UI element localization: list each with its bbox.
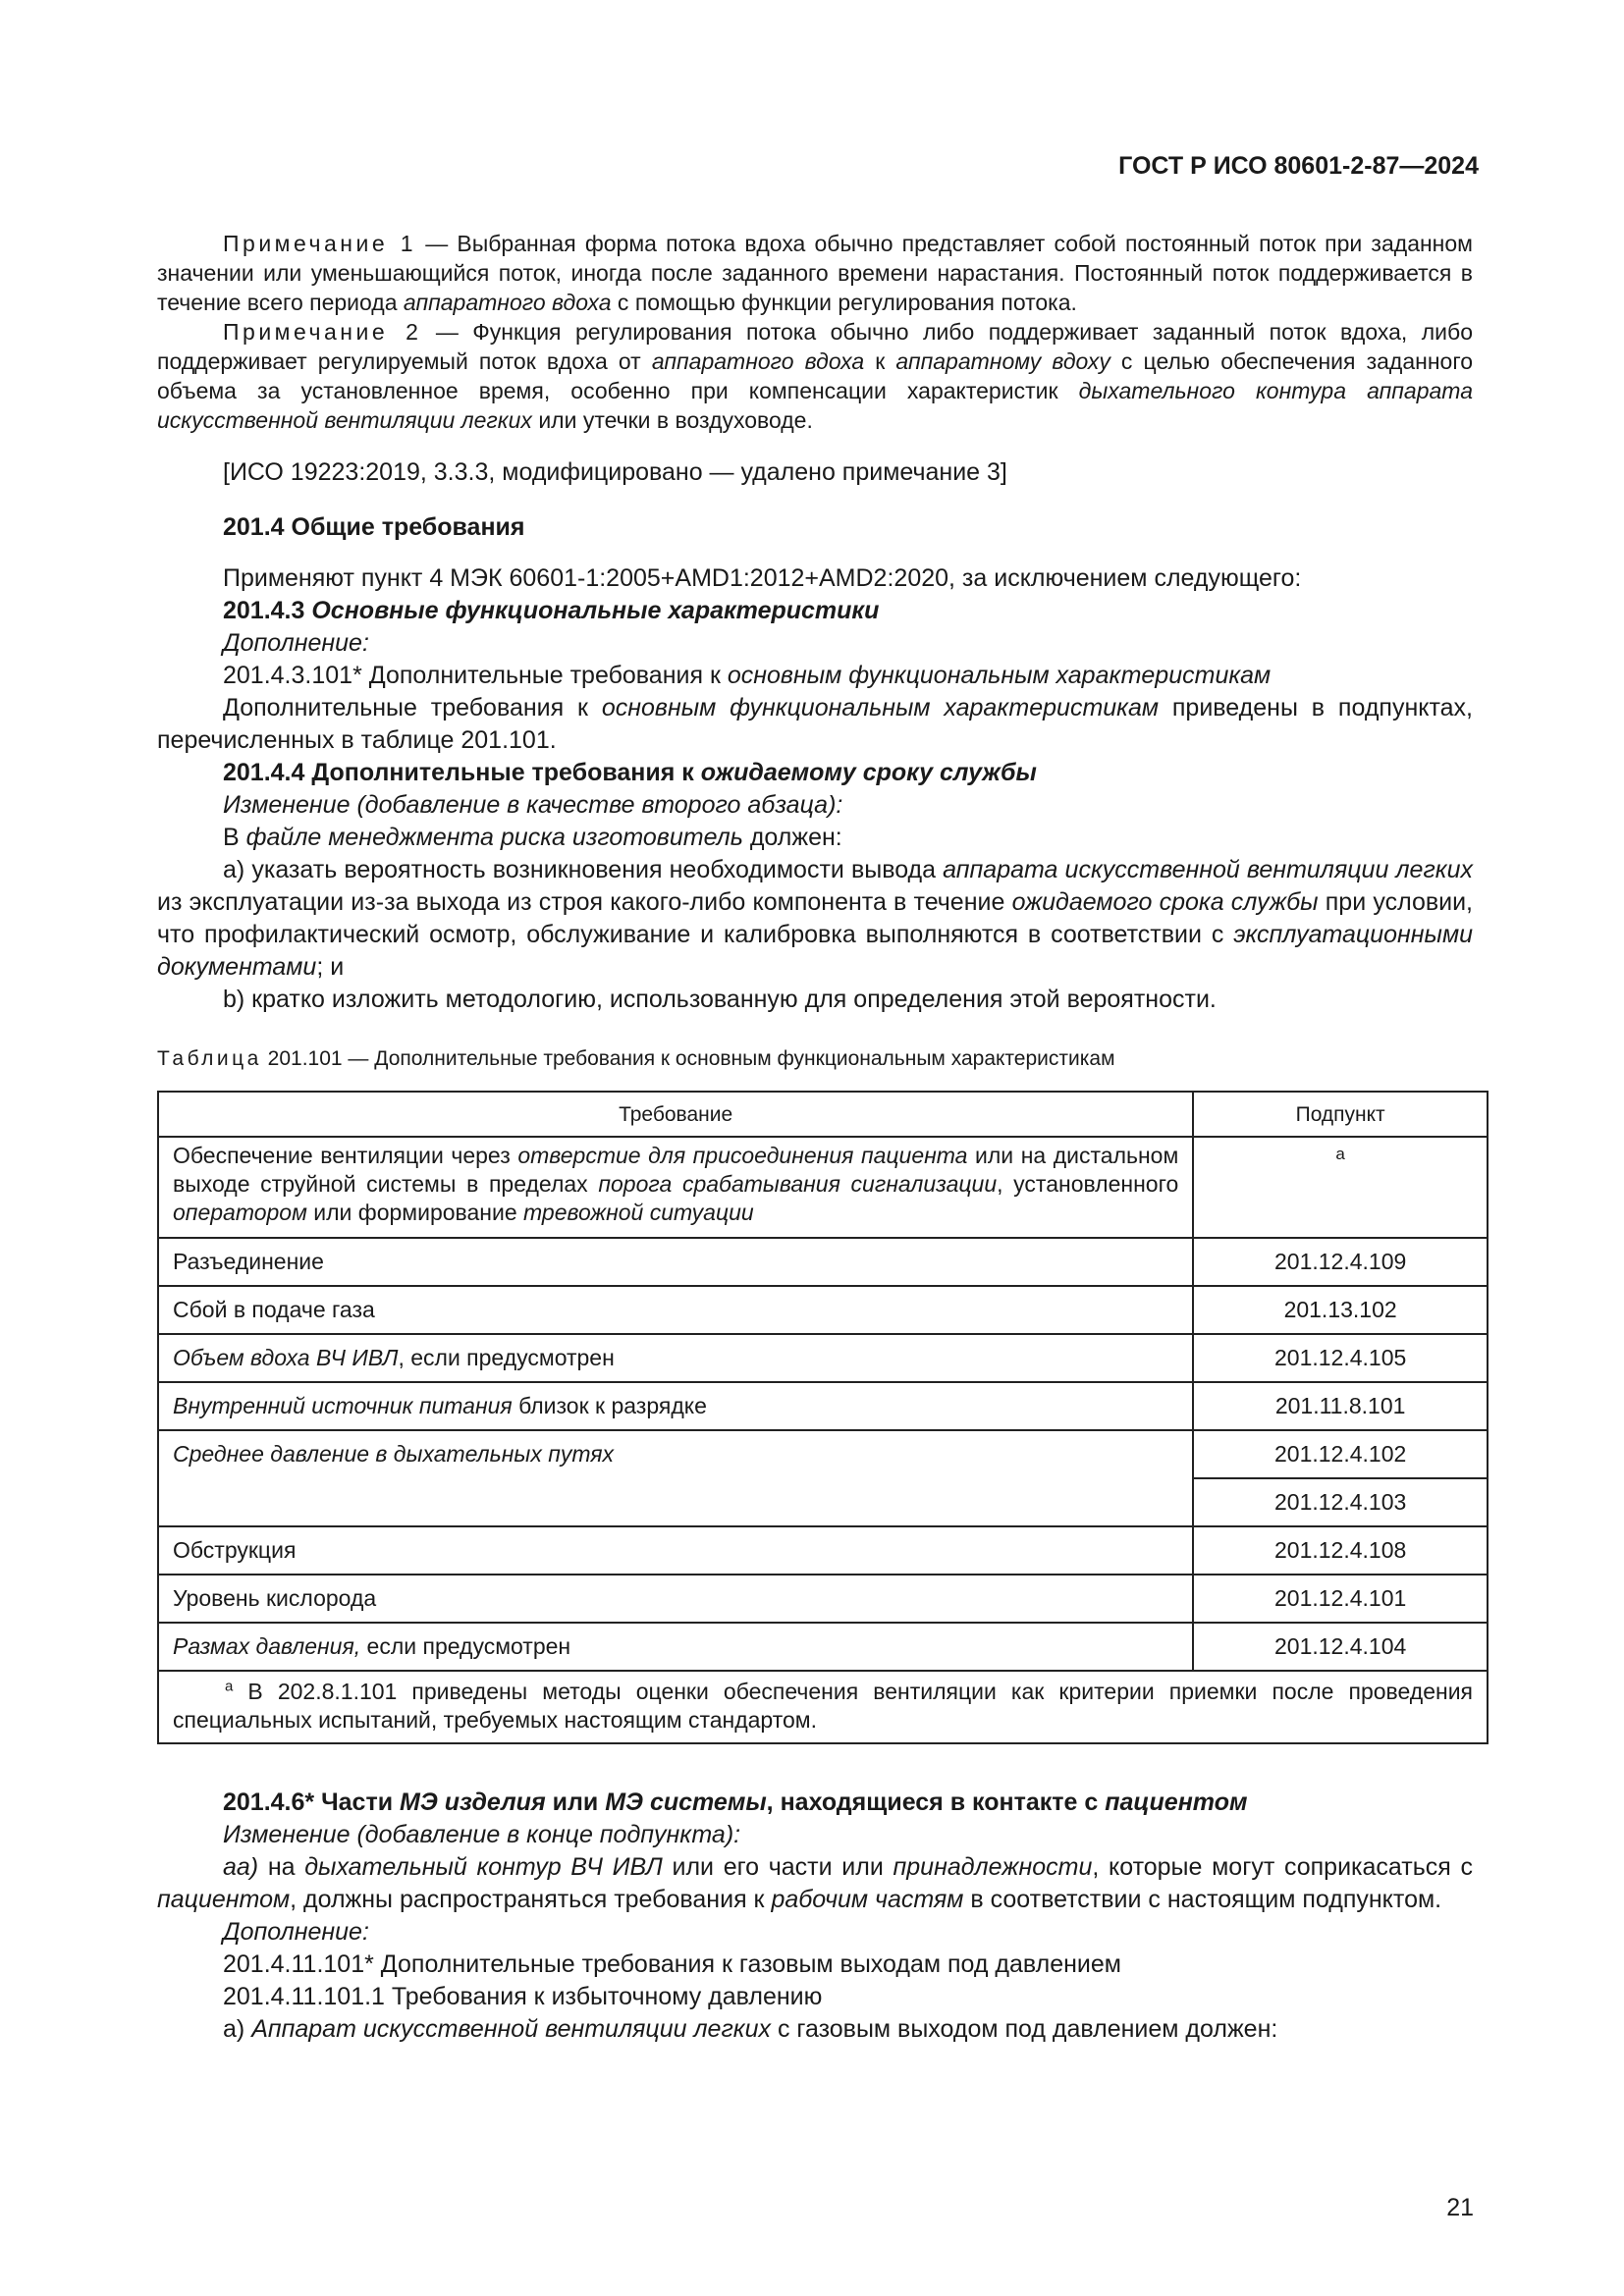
subclause-cell: 201.12.4.103 <box>1193 1478 1488 1526</box>
addition-label: Дополнение: <box>223 1918 369 1946</box>
subsection-heading-201-4-4: 201.4.4 Дополнительные требования к ожидаемому сроку службы <box>223 759 1037 786</box>
change-label: Изменение (добавление в конце подпункта): <box>223 1821 741 1848</box>
section-201-4-6 <box>157 1787 1473 2046</box>
subclause-cell: a <box>1193 1137 1488 1238</box>
notes-block <box>157 229 1473 435</box>
subclause-cell: 201.12.4.105 <box>1193 1334 1488 1382</box>
list-item-a-pressure: a) Аппарат искусственной вентиляции легких с газовым выходом под давлением должен: <box>223 2015 1278 2043</box>
table-row: Сбой в подаче газа <box>158 1286 1193 1334</box>
page-number: 21 <box>1446 2194 1474 2221</box>
note-1: Примечание 1 — Выбранная форма потока вдоха обычно представляет собой постоянный поток при заданном значении или уменьшающийся поток, иногда после заданного времени нарастания. Постоянный поток поддерживается в течение всего периода аппаратного вдоха с помощью функции регулирования потока. <box>157 231 1473 315</box>
subclause-cell: 201.12.4.108 <box>1193 1526 1488 1575</box>
subclause-cell: 201.11.8.101 <box>1193 1382 1488 1430</box>
subclause-cell: 201.12.4.102 <box>1193 1430 1488 1478</box>
column-header-subclause: Подпункт <box>1193 1092 1488 1137</box>
table-row: Обеспечение вентиляции через отверстие для присоединения пациента или на дистальном выходе струйной системы в пределах порога срабатывания сигнализации, установленного оператором или формирование тревожной ситуации <box>158 1137 1193 1238</box>
list-item-b: b) кратко изложить методологию, использованную для определения этой вероятности. <box>223 986 1217 1013</box>
source-reference: [ИСО 19223:2019, 3.3.3, модифицировано — удалено примечание 3] <box>223 458 1007 486</box>
table-footnote: $^a$ В 202.8.1.101 приведены методы оценки обеспечения вентиляции как критерии приемки после проведения специальных испытаний, требуемых настоящим стандартом. <box>158 1671 1488 1743</box>
table-caption: Таблица 201.101 — Дополнительные требования к основным функциональным характеристикам <box>157 1047 1115 1070</box>
note-2: Примечание 2 — Функция регулирования потока обычно либо поддерживает заданный поток вдоха, либо поддерживает регулируемый поток вдоха от аппаратного вдоха к аппаратному вдоху с целью обеспечения заданного объема за установленное время, особенно при компенсации характеристик дыхательного контура аппарата искусственной вентиляции легких или утечки в воздуховоде. <box>157 319 1473 433</box>
table-row: Уровень кислорода <box>158 1575 1193 1623</box>
document-header: ГОСТ Р ИСО 80601-2-87—2024 <box>1118 152 1479 180</box>
paragraph-extra-requirements: Дополнительные требования к основным функциональным характеристикам приведены в подпунктах, перечисленных в таблице 201.101. <box>157 694 1473 754</box>
intro-paragraph: Применяют пункт 4 МЭК 60601-1:2005+AMD1:2012+AMD2:2020, за исключением следующего: <box>223 564 1302 592</box>
table-row: Разъединение <box>158 1238 1193 1286</box>
list-item-a: a) указать вероятность возникновения необходимости вывода аппарата искусственной вентиляции легких из эксплуатации из-за выхода из строя какого-либо компонента в течение ожидаемого срока службы при условии, что профилактический осмотр, обслуживание и калибровка выполняются в соответствии с эксплуатационными документами; и <box>157 856 1474 981</box>
section-heading: 201.4 Общие требования <box>223 513 525 541</box>
change-label: Изменение (добавление в качестве второго абзаца): <box>223 791 843 819</box>
subclause-cell: 201.12.4.101 <box>1193 1575 1488 1623</box>
list-item-aa: aa) на дыхательный контур ВЧ ИВЛ или его части или принадлежности, которые могут соприкасаться с пациентом, должны распространяться требования к рабочим частям в соответствии с настоящим подпунктом. <box>157 1853 1473 1913</box>
table-row: Среднее давление в дыхательных путях <box>158 1430 1193 1526</box>
requirements-table <box>157 1091 1489 1744</box>
paragraph-risk-file: В файле менеджмента риска изготовитель должен: <box>223 824 842 851</box>
table-row: Размах давления, если предусмотрен <box>158 1623 1193 1671</box>
table-row: Внутренний источник питания близок к разрядке <box>158 1382 1193 1430</box>
table-row: Объем вдоха ВЧ ИВЛ, если предусмотрен <box>158 1334 1193 1382</box>
paragraph-201-4-3-101: 201.4.3.101* Дополнительные требования к основным функциональным характеристикам <box>223 662 1272 689</box>
subclause-cell: 201.12.4.104 <box>1193 1623 1488 1671</box>
paragraph-201-4-11-101: 201.4.11.101* Дополнительные требования к газовым выходам под давлением <box>223 1950 1121 1978</box>
subsection-heading-201-4-3: 201.4.3 Основные функциональные характеристики <box>223 597 880 624</box>
addition-label: Дополнение: <box>223 629 369 657</box>
subclause-cell: 201.12.4.109 <box>1193 1238 1488 1286</box>
section-201-4 <box>157 511 1473 1016</box>
paragraph-201-4-11-101-1: 201.4.11.101.1 Требования к избыточному давлению <box>223 1983 823 2010</box>
subsection-heading-201-4-6: 201.4.6* Части МЭ изделия или МЭ системы, находящиеся в контакте с пациентом <box>223 1789 1248 1816</box>
table-row: Обструкция <box>158 1526 1193 1575</box>
subclause-cell: 201.13.102 <box>1193 1286 1488 1334</box>
column-header-requirement: Требование <box>158 1092 1193 1137</box>
